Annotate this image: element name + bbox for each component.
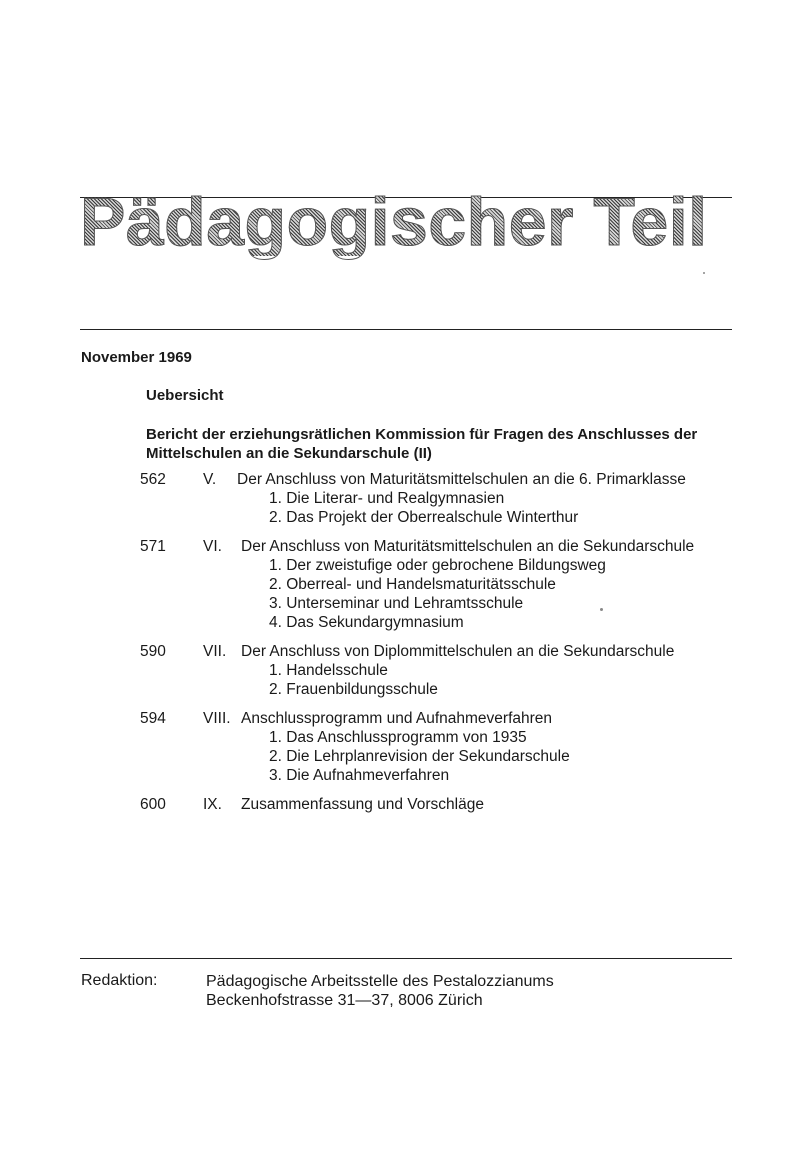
toc-subsection-row (0, 508, 800, 527)
toc-section-row (0, 537, 800, 556)
toc-subsection-title: 2. Frauenbildungsschule (269, 681, 438, 698)
toc-subsection-row (0, 613, 800, 632)
toc-subsection-title: 1. Der zweistufige oder gebrochene Bildungsweg (269, 557, 606, 574)
toc-page-number: 594 (140, 710, 166, 727)
toc-section-row (0, 709, 800, 728)
overview-heading: Uebersicht (146, 387, 224, 404)
toc-chapter-numeral: IX. (203, 796, 222, 813)
toc-subsection-row (0, 747, 800, 766)
toc-subsection-title: 1. Das Anschlussprogramm von 1935 (269, 729, 527, 746)
report-title: Bericht der erziehungsrätlichen Kommission für Fragen des Anschlusses der Mittelschulen an die Sekundarschule (II) (146, 426, 698, 462)
toc-subsection-row (0, 766, 800, 785)
toc-chapter-title: Der Anschluss von Maturitätsmittelschulen an die Sekundarschule (241, 538, 695, 555)
toc-chapter-title: Der Anschluss von Maturitätsmittelschulen an die 6. Primarklasse (237, 471, 686, 488)
toc-page-number: 571 (140, 538, 166, 555)
toc-subsection-title: 3. Unterseminar und Lehramtsschule (269, 595, 524, 612)
toc-chapter-title: Anschlussprogramm und Aufnahmeverfahren (241, 710, 553, 727)
toc-section (0, 795, 800, 814)
toc-section (0, 709, 800, 785)
toc-chapter-numeral: VII. (203, 643, 227, 660)
toc-section (0, 537, 800, 632)
toc-chapter-numeral: VI. (203, 538, 222, 555)
toc-subsection-title: 2. Die Lehrplanrevision der Sekundarschule (269, 748, 570, 765)
page-header-title: Pädagogischer Teil (80, 184, 708, 260)
issue-date: November 1969 (81, 349, 192, 366)
toc-subsection-title: 3. Die Aufnahmeverfahren (269, 767, 450, 784)
toc-subsection-row (0, 556, 800, 575)
toc-section (0, 642, 800, 699)
toc-page-number: 562 (140, 471, 166, 488)
editorial-label: Redaktion: (81, 972, 158, 989)
paper-speck (600, 608, 603, 611)
toc-subsection-title: 2. Das Projekt der Oberrealschule Winterthur (269, 509, 579, 526)
toc-subsection-title: 2. Oberreal- und Handelsmaturitätsschule (269, 576, 556, 593)
toc-subsection-title: 1. Die Literar- und Realgymnasien (269, 490, 505, 507)
footer-rule (80, 958, 732, 959)
toc-page-number: 590 (140, 643, 166, 660)
header-bottom-rule (80, 329, 732, 330)
toc-section-row (0, 470, 800, 489)
toc-chapter-title: Der Anschluss von Diplommittelschulen an die Sekundarschule (241, 643, 675, 660)
toc-chapter-numeral: VIII. (203, 710, 231, 727)
toc-subsection-row (0, 728, 800, 747)
editorial-street: Beckenhofstrasse 31—37, 8006 Zürich (206, 992, 483, 1009)
toc-chapter-title: Zusammenfassung und Vorschläge (241, 796, 484, 813)
toc-chapter-numeral: V. (203, 471, 217, 488)
paper-speck (703, 272, 705, 274)
toc-subsection-row (0, 575, 800, 594)
table-of-contents (0, 470, 800, 814)
toc-subsection-row (0, 680, 800, 699)
editorial-office: Pädagogische Arbeitsstelle des Pestalozzianums (206, 973, 554, 990)
toc-subsection-title: 1. Handelsschule (269, 662, 388, 679)
toc-section-row (0, 642, 800, 661)
toc-subsection-row (0, 594, 800, 613)
toc-section (0, 470, 800, 527)
toc-page-number: 600 (140, 796, 166, 813)
toc-subsection-row (0, 661, 800, 680)
toc-section-row (0, 795, 800, 814)
toc-subsection-row (0, 489, 800, 508)
editorial-address (206, 972, 554, 1010)
toc-subsection-title: 4. Das Sekundargymnasium (269, 614, 464, 631)
